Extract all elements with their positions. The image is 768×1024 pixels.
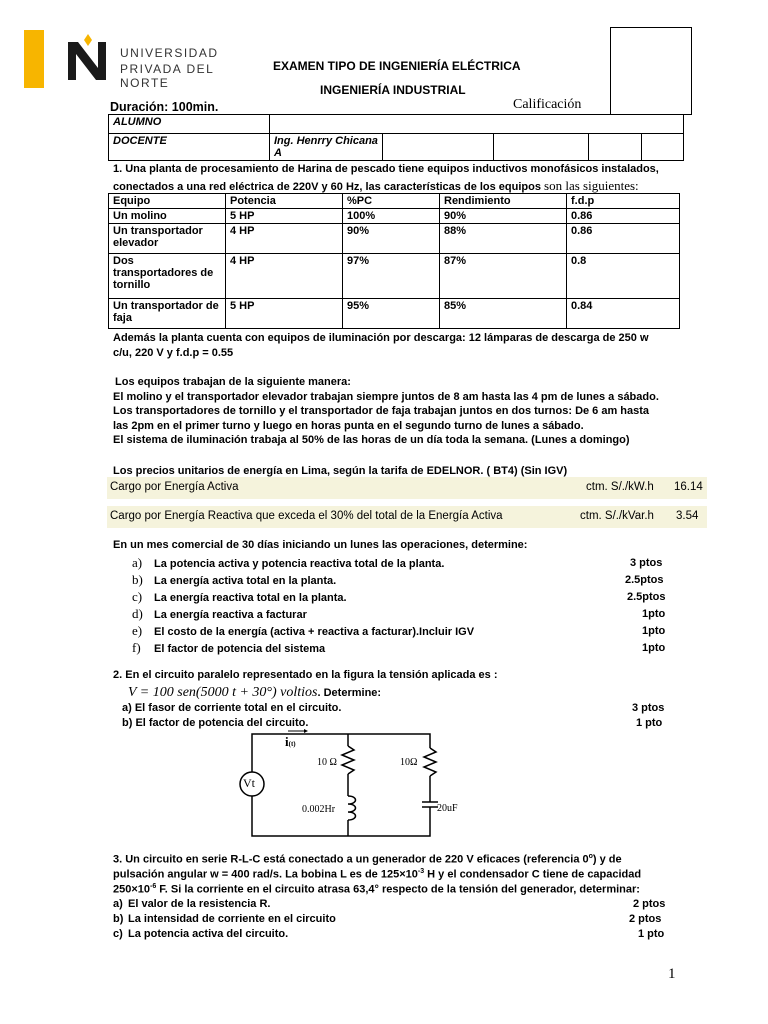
table-row: [109, 254, 680, 299]
cell: Un molino: [109, 209, 226, 224]
exam-title: EXAMEN TIPO DE INGENIERÍA ELÉCTRICA: [273, 59, 521, 73]
q2-item-b-points: 1 pto: [636, 717, 663, 729]
logo-text-line2: PRIVADA DEL NORTE: [120, 62, 214, 90]
page-number: 1: [668, 966, 676, 982]
current-label: i(t): [285, 734, 296, 749]
docente-extra-2: [494, 134, 589, 161]
resistor-left-label: 10 Ω: [317, 757, 337, 768]
cell: 87%: [440, 254, 567, 299]
q3-line-3: $250\times 10^{-6}$ F. Si la corriente en el circuito atrasa 63,4° respecto de la tensión del generador, determinar:: [113, 883, 640, 896]
cell: 0.8: [567, 254, 680, 299]
q1-item-f-points: 1pto: [642, 642, 666, 654]
q1-item-b-points: 2.5ptos: [625, 574, 664, 586]
q1-item-c-points: 2.5ptos: [627, 591, 666, 603]
month-line: En un mes comercial de 30 días iniciando un lunes las operaciones, determine:: [113, 539, 528, 551]
q2-intro: 2. En el circuito paralelo representado en la figura la tensión aplicada es :: [113, 669, 498, 681]
q1-intro-2: [113, 178, 639, 194]
q1-item-e-points: 1pto: [642, 625, 666, 637]
reactive-energy-row: [107, 506, 707, 528]
active-energy-unit: ctm. S/./kW.h: [586, 481, 654, 493]
header-pc: %PC: [343, 194, 440, 209]
work-line-0: Los equipos trabajan de la siguiente manera:: [115, 376, 351, 388]
active-energy-label: Cargo por Energía Activa: [110, 481, 239, 493]
q1-item-b: b) La energía activa total en la planta.: [132, 572, 337, 587]
university-logo: [24, 30, 260, 88]
q1-item-e: e) El costo de la energía (activa + reactiva a facturar).Incluir IGV: [132, 623, 475, 638]
reactive-energy-label: Cargo por Energía Reactiva que exceda el 30% del total de la Energía Activa: [110, 510, 503, 522]
logo-n-mark-icon: [64, 34, 116, 84]
cell: 0.86: [567, 224, 680, 254]
cell: 88%: [440, 224, 567, 254]
q1-item-a-points: 3 ptos: [630, 557, 663, 569]
cell: Un transportador elevador: [109, 224, 226, 254]
work-line-4: El sistema de iluminación trabaja al 50% de las horas de un día toda la semana. (Lunes a domingo): [113, 434, 630, 446]
inductor-label: 0.002Hr: [302, 804, 336, 815]
work-line-3: las 2pm en el primer turno y luego en horas punta en el segundo turno de lunes a sábado.: [113, 420, 584, 432]
table-row: [109, 209, 680, 224]
grade-box[interactable]: [610, 27, 692, 115]
q3-item-a: a) El valor de la resistencia R.: [113, 898, 271, 910]
reactive-energy-value: 3.54: [676, 510, 699, 522]
capacitor-label: 20uF: [437, 803, 458, 814]
reactive-energy-unit: ctm. S/./kVar.h: [580, 510, 654, 522]
cell: 0.84: [567, 299, 680, 329]
cell: 95%: [343, 299, 440, 329]
cell: 4 HP: [226, 224, 343, 254]
header-rendimiento: Rendimiento: [440, 194, 567, 209]
q3-item-b-points: 2 ptos: [629, 913, 662, 925]
docente-value: Ing. Henrry Chicana A: [270, 134, 383, 161]
q2-formula-line: [128, 683, 381, 701]
q1-item-d-points: 1pto: [642, 608, 666, 620]
inductor-icon: [348, 796, 356, 820]
prices-line: Los precios unitarios de energía en Lima, según la tarifa de EDELNOR. ( BT4) (Sin IGV): [113, 465, 568, 477]
cell: 85%: [440, 299, 567, 329]
docente-extra-4: [642, 134, 684, 161]
cell: Un transportador de faja: [109, 299, 226, 329]
equipment-table: [108, 193, 680, 329]
exam-subtitle: INGENIERÍA INDUSTRIAL: [320, 83, 466, 97]
docente-label: DOCENTE: [109, 134, 270, 161]
table-row: [109, 299, 680, 329]
header-fdp: f.d.p: [567, 194, 680, 209]
q3-item-b: b) La intensidad de corriente en el circuito: [113, 913, 336, 925]
q3-item-a-points: 2 ptos: [633, 898, 666, 910]
bottom-wire: [252, 796, 430, 836]
q1-intro-1: 1. Una planta de procesamiento de Harina de pescado tiene equipos inductivos monofásicos instalados,: [113, 163, 659, 175]
q1-item-d: d) La energía reactiva a facturar: [132, 606, 307, 621]
alumno-field[interactable]: [270, 115, 684, 134]
lamp-line-1: Además la planta cuenta con equipos de iluminación por descarga: 12 lámparas de descarga de 250 w: [113, 332, 649, 344]
q2-determine: . Determine:: [317, 687, 382, 699]
docente-extra-1: [383, 134, 494, 161]
active-energy-value: 16.14: [674, 481, 703, 493]
source-label: Vt: [243, 776, 255, 790]
q3-item-c: c) La potencia activa del circuito.: [113, 928, 289, 940]
table-row: [109, 224, 680, 254]
q1-intro-2b: son las siguientes:: [544, 178, 639, 193]
header-potencia: Potencia: [226, 194, 343, 209]
q3-line-2: pulsación angular w = 400 rad/s. La bobina L es de $125\times 10^{-3}$ H y el condensador C tiene de capacidad: [113, 868, 642, 881]
resistor-right-label: 10Ω: [400, 757, 418, 768]
logo-text-line1: UNIVERSIDAD: [120, 46, 219, 60]
resistor-10-ohm-right-icon: [424, 748, 436, 776]
q3-line-1: 3. Un circuito en serie R-L-C está conectado a un generador de 220 V eficaces (referencia 0$^o$) y de: [113, 853, 622, 866]
grade-label: Calificación: [513, 97, 582, 112]
logo-yellow-bar: [24, 30, 44, 88]
cell: 100%: [343, 209, 440, 224]
cell: 5 HP: [226, 299, 343, 329]
docente-extra-3: [589, 134, 642, 161]
cell: 0.86: [567, 209, 680, 224]
header-equipo: Equipo: [109, 194, 226, 209]
active-energy-row: [107, 477, 707, 499]
identification-table: [108, 114, 684, 161]
cell: 4 HP: [226, 254, 343, 299]
q1-intro-2a: conectados a una red eléctrica de 220V y 60 Hz, las características de los equipos: [113, 181, 545, 193]
cell: 97%: [343, 254, 440, 299]
q1-item-c: c) La energía reactiva total en la planta.: [132, 589, 347, 604]
q3-item-c-points: 1 pto: [638, 928, 665, 940]
work-line-1: El molino y el transportador elevador trabajan siempre juntos de 8 am hasta las 4 pm de lunes a sábado.: [113, 391, 659, 403]
equipment-header-row: [109, 194, 680, 209]
cell: 90%: [440, 209, 567, 224]
cell: Dos transportadores de tornillo: [109, 254, 226, 299]
cell: 90%: [343, 224, 440, 254]
cell: 5 HP: [226, 209, 343, 224]
alumno-label: ALUMNO: [109, 115, 270, 134]
q1-item-a: a) La potencia activa y potencia reactiva total de la planta.: [132, 555, 445, 570]
work-line-2: Los transportadores de tornillo y el transportador de faja trabajan juntos en dos turnos: De 6 am hasta: [113, 405, 650, 417]
lamp-line-2: c/u, 220 V y f.d.p = 0.55: [113, 347, 234, 359]
resistor-10-ohm-left-icon: [342, 746, 354, 774]
duration: Duración: 100min.: [110, 100, 219, 114]
q1-item-f: f) El factor de potencia del sistema: [132, 640, 326, 655]
q2-item-a: a) El fasor de corriente total en el circuito.: [122, 702, 342, 714]
q2-item-b: b) El factor de potencia del circuito.: [122, 717, 309, 729]
parallel-circuit-diagram: [230, 728, 440, 843]
q2-formula: V = 100 sen(5000 t + 30°) voltios: [128, 685, 318, 700]
q2-item-a-points: 3 ptos: [632, 702, 665, 714]
